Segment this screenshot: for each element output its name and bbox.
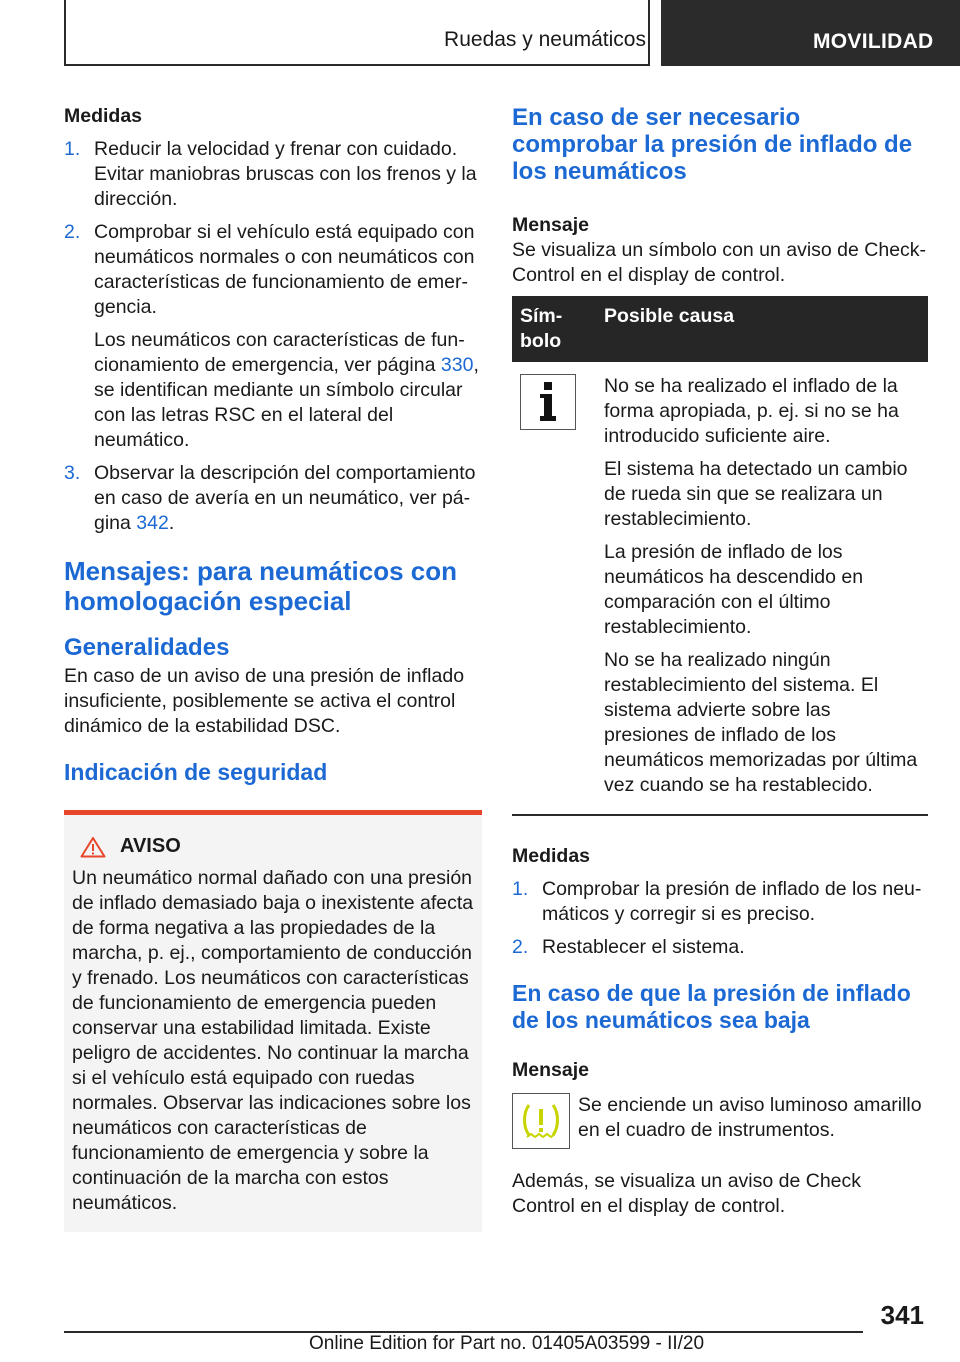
info-icon — [520, 374, 576, 430]
heading-mensajes: Mensajes: para neumáticos con homologación especial — [64, 556, 458, 616]
cause-text: No se ha realizado ningún restablecimiento del sistema. El sistema advierte sobre las presiones de inflado de los neumáticos memorizadas por última vez cuando se ha restablecido. — [604, 649, 918, 796]
extra-text-after: , se identifican mediante un símbolo circular con las letras RSC en el lateral del neumático. — [94, 354, 479, 451]
list-text-end: . — [168, 512, 175, 534]
generalidades-text: En caso de un aviso de una presión de inflado insuficiente, posiblemente se activa el control dinámico de la estabilidad DSC. — [64, 665, 465, 737]
symbol-cause-table — [512, 296, 928, 816]
heading-generalidades: Generalidades — [64, 634, 230, 661]
medidas-list-2 — [512, 877, 928, 960]
ademas-text: Además, se visualiza un aviso de Check Control en el display de control. — [512, 1170, 862, 1217]
list-item — [64, 461, 482, 536]
warning-triangle-icon — [80, 836, 106, 858]
cause-text: El sistema ha detectado un cambio de rueda sin que se realizara un restablecimiento. — [604, 458, 908, 530]
list-number: 1. — [64, 138, 81, 160]
left-column — [64, 104, 482, 1232]
list-item — [64, 220, 482, 453]
list-text: Reducir la velocidad y frenar con cuidado. Evitar maniobras bruscas con los frenos y la dirección. — [94, 138, 477, 210]
cause-text: La presión de inflado de los neumáticos ha descendido en comparación con el último restablecimiento. — [604, 541, 864, 638]
warning-box — [64, 810, 482, 1232]
list-number: 2. — [512, 936, 529, 958]
extra-text-before: Los neumáticos con características de funcionamiento de emergencia, ver página — [94, 329, 465, 376]
heading-indicacion: Indicación de seguridad — [64, 759, 328, 785]
warning-text: Un neumático normal dañado con una presión de inflado demasiado baja o inexistente afecta de forma negativa a las propiedades de la marcha, p. ej., comportamiento de conducción y frenado. Los neumáticos con características de funcionamiento de emergencia pueden conservar una estabilidad limitada. Existe peligro de accidentes. No continuar la marcha si el vehículo está equipado con ruedas normales. Observar las indicaciones sobre los neumáticos con características de funcionamiento de emergencia y sobre la continuación de la marcha con estos neumáticos. — [72, 867, 474, 1214]
list-item — [512, 935, 928, 960]
list-item — [512, 877, 928, 927]
list-text: Comprobar si el vehículo está equipado con neumáticos normales o con neumáticos con características de funcionamiento de emergencia. — [94, 221, 475, 318]
cause-text: No se ha realizado el inflado de la forma apropiada, p. ej. si no se ha introducido suficiente aire. — [604, 375, 899, 447]
tire-pressure-warning-icon — [512, 1093, 570, 1149]
medidas-heading: Medidas — [64, 105, 143, 127]
heading-comprobar: En caso de ser necesario comprobar la presión de inflado de los neumáticos — [512, 104, 913, 185]
page-number: 341 — [880, 1300, 924, 1330]
header-chapter-tab — [661, 0, 960, 66]
mensaje-text: Se visualiza un símbolo con un aviso de Check-Control en el display de control. — [512, 239, 927, 286]
right-column — [512, 104, 928, 1219]
table-row — [512, 362, 928, 815]
page-link-330[interactable]: 330 — [440, 354, 474, 376]
lamp-message-row — [512, 1093, 928, 1149]
page-link-342[interactable]: 342 — [136, 512, 169, 534]
list-number: 3. — [64, 462, 81, 484]
medidas-list — [64, 137, 482, 536]
header-chapter-label: MOVILIDAD — [813, 30, 934, 53]
heading-presion-baja: En caso de que la presión de inflado de los neumáticos sea baja — [512, 980, 911, 1033]
table-header-symbol: Símbolo — [512, 296, 596, 362]
list-text: Restablecer el sistema. — [542, 936, 745, 958]
list-number: 1. — [512, 878, 529, 900]
list-number: 2. — [64, 221, 81, 243]
warning-title: AVISO — [120, 835, 181, 857]
list-text: Comprobar la presión de inflado de los neumáticos y corregir si es preciso. — [542, 878, 922, 925]
header-section-title: Ruedas y neumáticos — [444, 28, 646, 51]
list-extra-text — [94, 328, 482, 453]
footer-edition: Online Edition for Part no. 01405A03599 - II/20 — [309, 1333, 705, 1354]
mensaje-heading-2: Mensaje — [512, 1059, 589, 1081]
medidas-heading-2: Medidas — [512, 845, 591, 867]
table-header-cause: Posible causa — [596, 296, 928, 362]
list-item — [64, 137, 482, 212]
mensaje-heading: Mensaje — [512, 214, 589, 236]
lamp-message-text: Se enciende un aviso luminoso amarillo en el cuadro de instrumentos. — [578, 1094, 922, 1141]
list-text: Observar la descripción del comportamiento en caso de avería en un neumático, ver página — [94, 462, 476, 534]
warning-title-row — [80, 835, 474, 858]
